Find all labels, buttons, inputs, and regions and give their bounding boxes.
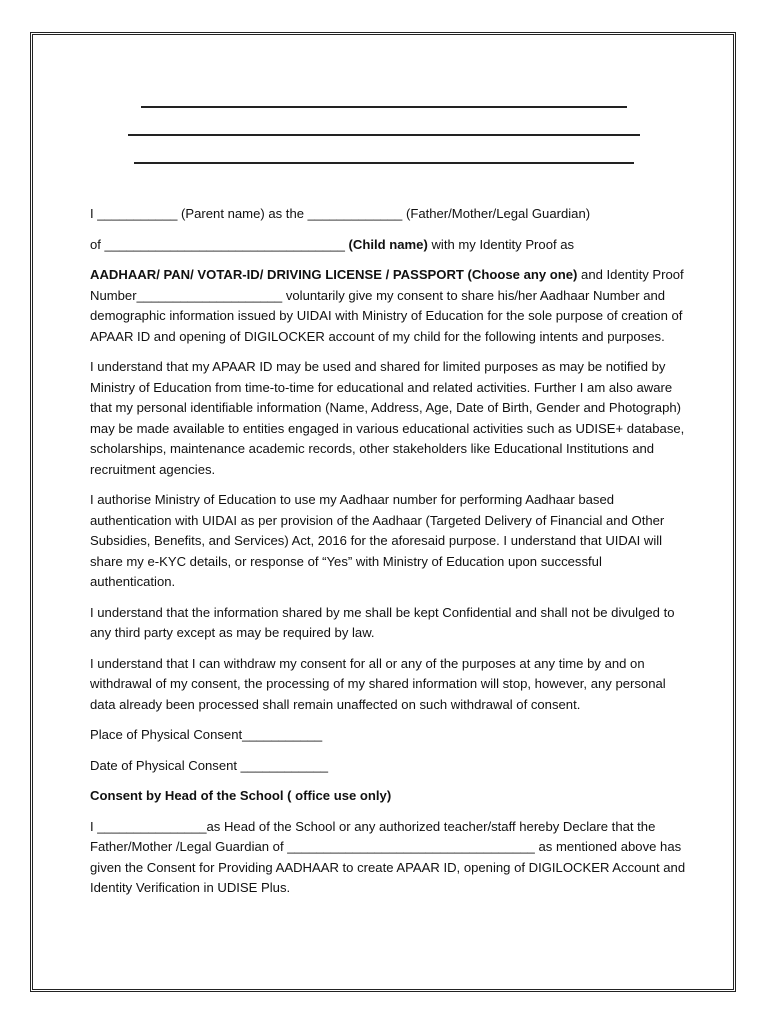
date-of-consent: Date of Physical Consent ____________ xyxy=(90,757,329,773)
withdrawal-paragraph: I understand that I can withdraw my consent for all or any of the purposes at any time by and on withdrawal of my consent, the processing of my shared information will stop, however, any personal data already been processed shall remain unaffected on such withdrawal of consent. xyxy=(90,655,666,712)
place-of-consent: Place of Physical Consent___________ xyxy=(90,727,323,742)
apaar-usage-paragraph: I understand that my APAAR ID may be used and shared for limited purposes as may be notified by Ministry of Education from time-to-time for educational and related activities. Further I am also aware that my personal identifiable information (Name, Address, Age, Date of Birth, Gender and Photograph) may be made available to entities engaged in various educational activities such as UDISE+ database, scholarships, maintenance academic records, other stakeholders like Educational Institutions and recruitment agencies. xyxy=(90,359,685,477)
child-line xyxy=(90,235,690,256)
head-of-school-declaration: I _______________as Head of the School or any authorized teacher/staff hereby Declare that the Father/Mother /Legal Guardian of __________________________________ as mentioned above has given the Consent for Providing AADHAAR to create APAAR ID, opening of DIGILOCKER Account and Identity Verification in UDISE Plus. xyxy=(90,818,686,895)
authorisation-paragraph: I authorise Ministry of Education to use my Aadhaar number for performing Aadhaar based authentication with UIDAI as per provision of the Aadhaar (Targeted Delivery of Financial and Other Subsidies, Benefits, and Services) Act, 2016 for the aforesaid purpose. I understand that UIDAI will share my e-KYC details, or response of “Yes” with Ministry of Education upon successful authentication. xyxy=(90,492,665,589)
child-line-suffix: with my Identity Proof as xyxy=(427,236,575,252)
blank-title-line-1 xyxy=(141,106,627,108)
consent-form-body xyxy=(90,204,690,909)
head-of-school-heading: Consent by Head of the School ( office use only) xyxy=(90,788,392,803)
parent-line-text: I ___________ (Parent name) as the _____________ (Father/Mother/Legal Guardian) xyxy=(90,206,591,221)
blank-title-line-3 xyxy=(134,162,634,164)
blank-title-line-2 xyxy=(128,134,640,136)
parent-line xyxy=(90,204,690,225)
child-name-label: (Child name) xyxy=(348,236,428,252)
child-line-prefix: of _________________________________ xyxy=(90,236,349,252)
id-proof-options: AADHAAR/ PAN/ VOTAR-ID/ DRIVING LICENSE / PASSPORT (Choose any one) xyxy=(90,267,578,282)
identity-proof-text: and Identity Proof Number____________________ voluntarily give my consent to share his/her Aadhaar Number and demographic information issued by UIDAI with Ministry of Education for the sole purpose of creation of APAAR ID and opening of DIGILOCKER account of my child for the following intents and purposes. xyxy=(90,267,684,344)
confidentiality-paragraph: I understand that the information shared by me shall be kept Confidential and shall not be divulged to any third party except as may be required by law. xyxy=(90,604,675,640)
identity-proof-paragraph xyxy=(90,265,690,347)
